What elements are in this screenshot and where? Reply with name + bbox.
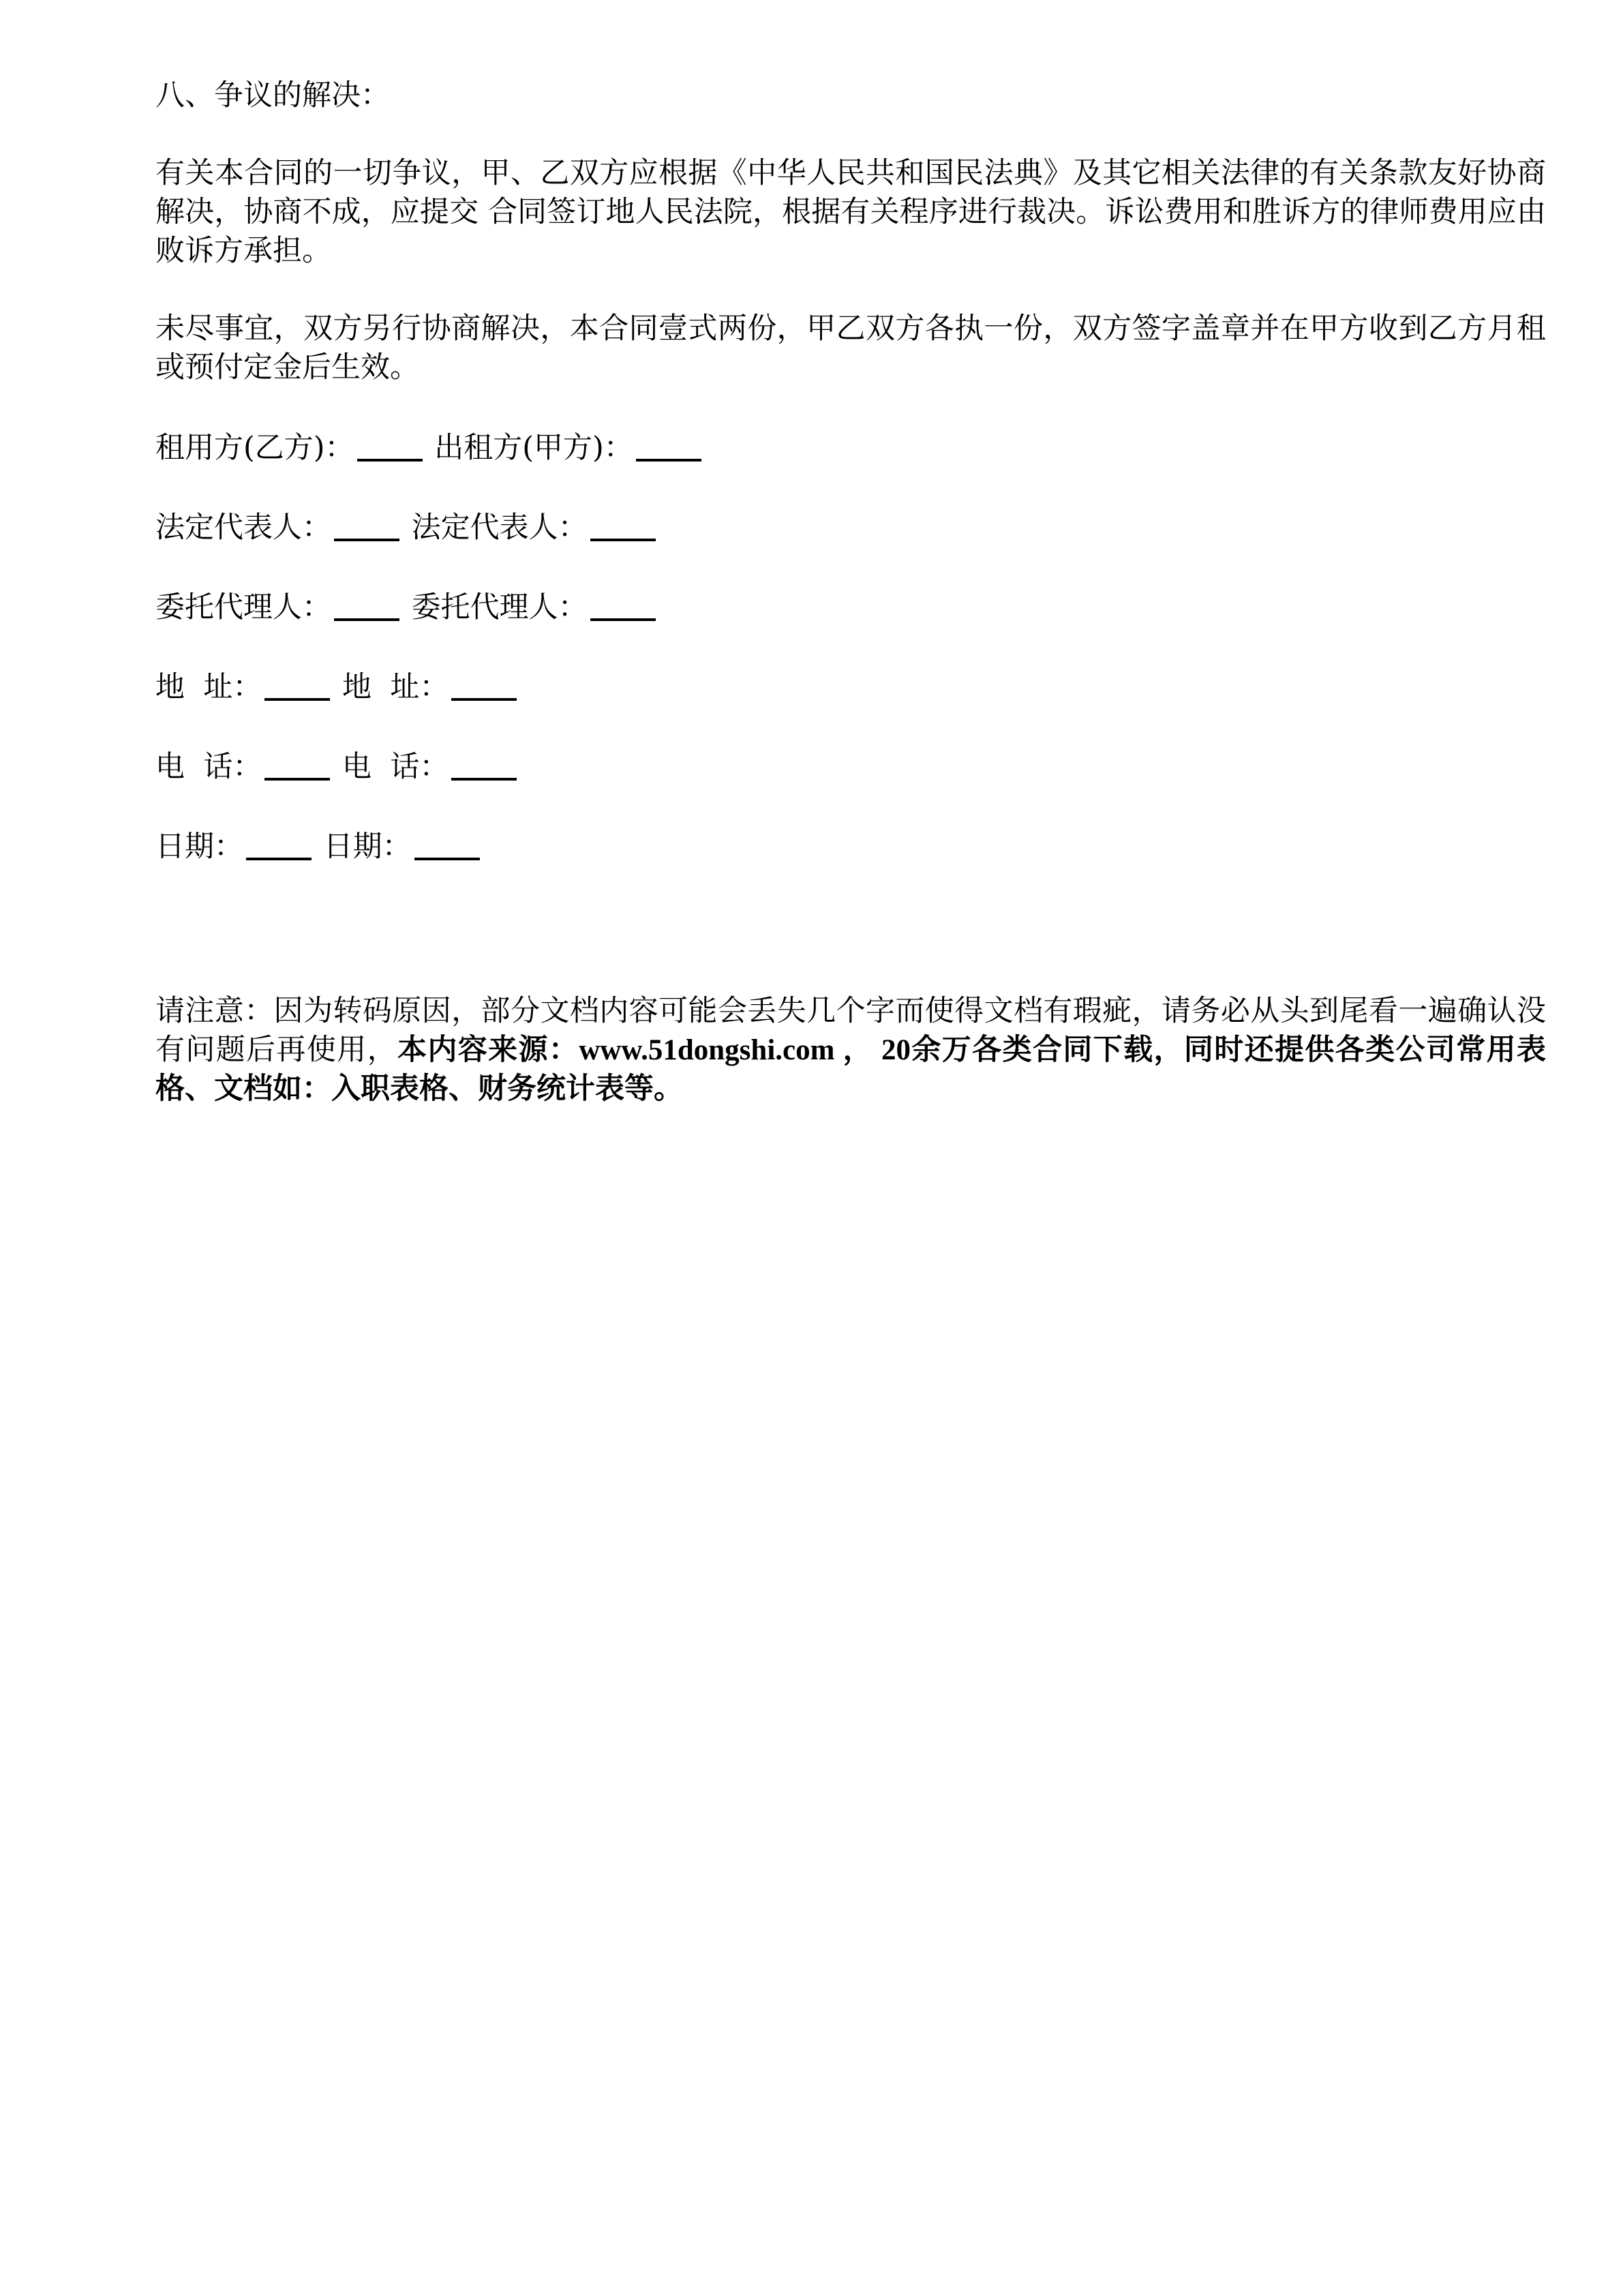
signature-line-address <box>155 665 1546 707</box>
lessor-blank[interactable] <box>636 430 701 462</box>
agent-label-left: 委托代理人： <box>155 590 331 624</box>
address-blank-left[interactable] <box>264 669 330 701</box>
notice-text: 请注意：因为转码原因，部分文档内容可能会丢失几个字而使得文档有瑕疵，请务必从头到尾看一遍确认没有问题后再使用， <box>155 994 1546 1067</box>
legal-rep-label-left: 法定代表人： <box>155 511 331 545</box>
address-blank-right[interactable] <box>451 669 517 701</box>
notice-source-text: 本内容来源：www.51dongshi.com ， 20余万各类合同下载，同时还提供各类公司常用表格、文档如：入职表格、财务统计表等。 <box>155 1034 1546 1105</box>
date-blank-left[interactable] <box>246 829 312 860</box>
date-label-right: 日期： <box>323 830 412 864</box>
agent-blank-left[interactable] <box>334 590 399 621</box>
signature-line-agent <box>155 586 1546 627</box>
lessee-label: 租用方(乙方)： <box>155 431 354 465</box>
dispute-resolution-paragraph: 有关本合同的一切争议，甲、乙双方应根据《中华人民共和国民法典》及其它相关法律的有关条款友好协商解决，协商不成，应提交 合同签订地人民法院，根据有关程序进行裁决。诉讼费用和胜诉方的律师费用应由败诉方承担。 <box>155 156 1546 268</box>
phone-label-left: 电 话： <box>155 750 262 784</box>
address-label-left: 地 址： <box>155 670 262 704</box>
signature-line-legal-rep <box>155 506 1546 547</box>
legal-rep-label-right: 法定代表人： <box>411 511 588 545</box>
transcoding-notice <box>155 992 1546 1108</box>
signature-line-date <box>155 825 1546 866</box>
address-label-right: 地 址： <box>342 670 449 704</box>
section-title: 八、争议的解决： <box>155 78 390 112</box>
lessor-label: 出租方(甲方)： <box>434 431 633 465</box>
phone-blank-left[interactable] <box>264 749 330 781</box>
date-blank-right[interactable] <box>414 829 480 860</box>
document-body <box>155 76 1546 905</box>
agent-blank-right[interactable] <box>590 590 656 621</box>
date-label-left: 日期： <box>155 830 243 864</box>
lessee-blank[interactable] <box>357 430 423 462</box>
signature-line-phone <box>155 745 1546 787</box>
legal-rep-blank-right[interactable] <box>590 510 656 541</box>
effectiveness-paragraph: 未尽事宜，双方另行协商解决，本合同壹式两份，甲乙双方各执一份，双方签字盖章并在甲方收到乙方月租或预付定金后生效。 <box>155 312 1546 384</box>
phone-blank-right[interactable] <box>451 749 517 781</box>
agent-label-right: 委托代理人： <box>411 590 588 624</box>
phone-label-right: 电 话： <box>342 750 449 784</box>
legal-rep-blank-left[interactable] <box>334 510 399 541</box>
signature-line-parties <box>155 426 1546 468</box>
